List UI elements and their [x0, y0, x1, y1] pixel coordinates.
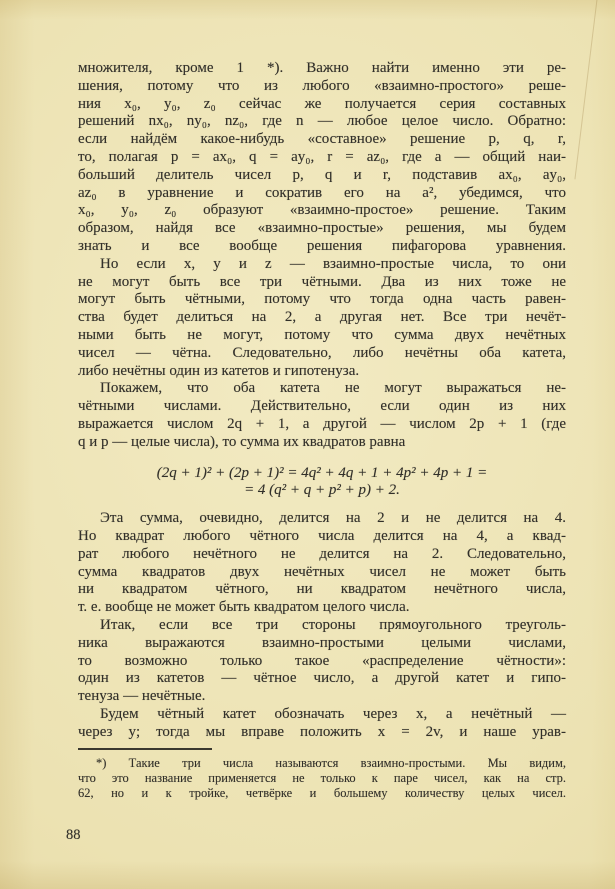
- paragraphs-container: [78, 60, 566, 741]
- footnote-line: *) Такие три числа называются взаимно-простыми. Мы видим,: [96, 756, 566, 771]
- text-line: ства будет делиться на 2, а другая нет. Все три нечёт-: [78, 309, 566, 326]
- paragraph: [78, 510, 566, 617]
- text-line: больший делитель чисел p, q и r, подставив ax₀, ay₀,: [78, 166, 566, 183]
- paragraph: [78, 706, 566, 742]
- text-line: ными быть не могут, потому что сумма двух нечётных: [78, 326, 566, 343]
- text-line: az₀ в уравнение и сократив его на a², убедимся, что: [78, 184, 566, 201]
- text-line: через y; тогда мы вправе положить x = 2v, и наше урав-: [78, 723, 566, 740]
- text-line: Эта сумма, очевидно, делится на 2 и не делится на 4.: [100, 510, 566, 527]
- formula-line: = 4 (q² + q + p² + p) + 2.: [244, 482, 400, 499]
- text-line: могут быть чётными, потому что тогда одна часть равен-: [78, 291, 566, 308]
- text-line: Покажем, что оба катета не могут выражаться не-: [100, 380, 566, 397]
- text-block: [78, 60, 566, 801]
- text-line: множителя, кроме 1 *). Важно найти именно эти ре-: [78, 60, 566, 76]
- formula-block: [78, 465, 566, 501]
- text-line: сумма квадратов двух нечётных чисел не может быть: [78, 563, 566, 580]
- paragraph: [78, 60, 566, 256]
- text-line: то, полагая p = ax₀, q = ay₀, r = az₀, где a — общий наи-: [78, 148, 566, 165]
- text-line: x₀, y₀, z₀ образуют «взаимно-простое» решение. Таким: [78, 202, 566, 219]
- text-line: Итак, если все три стороны прямоугольного треуголь-: [100, 616, 566, 633]
- text-line: Будем чётный катет обозначать через x, а нечётный —: [100, 705, 566, 722]
- text-line: ника выражаются взаимно-простыми целыми числами,: [78, 634, 566, 651]
- text-line: q и p — целые числа), то сумма их квадратов равна: [78, 433, 406, 450]
- text-line: шения, потому что из любого «взаимно-простого» реше-: [78, 77, 566, 94]
- text-line: Но квадрат любого чётного числа делится на 4, а квад-: [78, 527, 566, 544]
- text-line: образом, найдя все «взаимно-простые» решения, мы будем: [78, 220, 566, 237]
- text-line: Но если x, y и z — взаимно-простые числа, то они: [100, 255, 566, 272]
- text-line: чисел — чётна. Следовательно, либо нечётны оба катета,: [78, 344, 566, 361]
- text-line: тенуза — нечётные.: [78, 688, 206, 705]
- text-line: либо нечётны один из катетов и гипотенуза.: [78, 362, 360, 379]
- text-line: не могут быть все три чётными. Два из них тоже не: [78, 273, 566, 290]
- footnote-line: 62, но и к тройке, четвёрке и большему количеству целых чисел.: [78, 786, 566, 801]
- footnote-rule: [78, 748, 212, 750]
- footnote-line: что это название применяется не только к паре чисел, как на стр.: [78, 771, 566, 786]
- text-line: чётными числами. Действительно, если один из них: [78, 398, 566, 415]
- paragraph: [78, 256, 566, 381]
- text-line: то возможно только такое «распределение чётности»:: [78, 652, 566, 669]
- page-number: 88: [66, 827, 81, 843]
- text-line: ния x₀, y₀, z₀ сейчас же получается серия составных: [78, 95, 566, 112]
- paragraph: [78, 380, 566, 451]
- text-line: рат любого нечётного не делится на 2. Следовательно,: [78, 545, 566, 562]
- text-line: один из катетов — чётное число, а другой катет и гипо-: [78, 670, 566, 687]
- formula-line: (2q + 1)² + (2p + 1)² = 4q² + 4q + 1 + 4p² + 4p + 1 =: [156, 464, 488, 481]
- text-line: знать и все вообще решения пифагорова уравнения.: [78, 237, 566, 254]
- text-line: т. е. вообще не может быть квадратом целого числа.: [78, 599, 410, 616]
- paragraph: [78, 617, 566, 706]
- text-line: если найдём какое-нибудь «составное» решение p, q, r,: [78, 131, 566, 148]
- text-line: решений nx₀, ny₀, nz₀, где n — любое целое число. Обратно:: [78, 113, 566, 130]
- text-line: выражается числом 2q + 1, а другой — числом 2p + 1 (где: [78, 415, 566, 432]
- text-line: ни квадратом чётного, ни квадратом нечётного числа,: [78, 581, 566, 598]
- footnote: [78, 756, 566, 801]
